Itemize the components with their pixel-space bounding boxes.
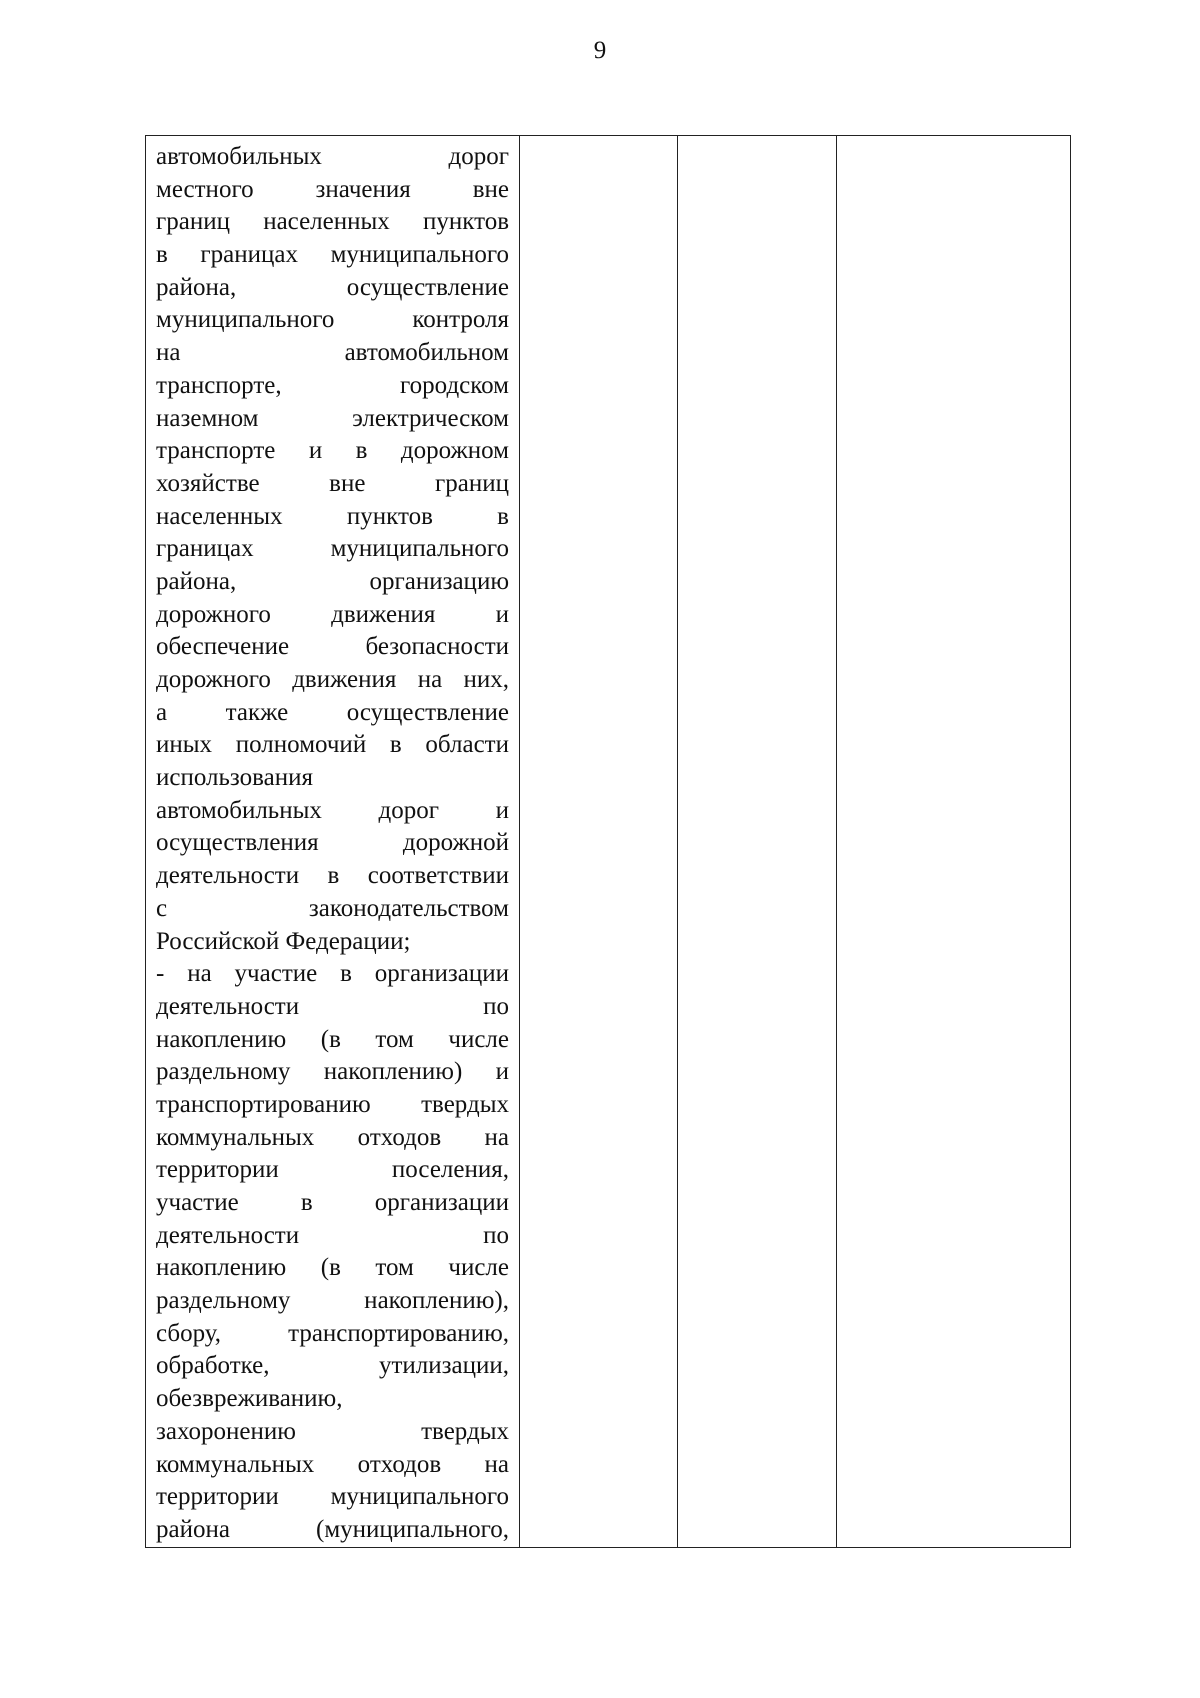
text-line: дорожного движения и [156, 600, 509, 628]
text-line: деятельности в соответствии [156, 862, 509, 890]
text-line: автомобильных дорог [156, 143, 509, 170]
text-line: обеспечение безопасности [156, 633, 509, 661]
text-line: деятельности по [156, 992, 509, 1020]
text-line: использования [156, 764, 313, 792]
text-line: коммунальных отходов на [156, 1123, 509, 1151]
text-line: иных полномочий в области [156, 731, 509, 759]
text-line: транспорте, городском [156, 371, 509, 399]
page-number: 9 [593, 37, 607, 64]
text-line: накоплению (в том числе [156, 1025, 509, 1053]
text-line: территории поселения, [156, 1156, 509, 1184]
table-cell-description [146, 136, 520, 1548]
text-line: накоплению (в том числе [156, 1254, 509, 1282]
text-line: границ населенных пунктов [156, 208, 509, 236]
text-line: транспорте и в дорожном [156, 437, 509, 465]
text-line: осуществления дорожной [156, 829, 509, 857]
text-line: захоронению твердых [156, 1417, 509, 1445]
text-line: района, осуществление [156, 273, 509, 301]
text-line: раздельному накоплению), [156, 1287, 509, 1315]
document-table [145, 135, 1071, 1548]
text-line: Российской Федерации; [156, 927, 411, 955]
text-line: раздельному накоплению) и [156, 1058, 509, 1086]
text-line: территории муниципального [156, 1483, 509, 1511]
text-line: деятельности по [156, 1221, 509, 1249]
text-line: обезвреживанию, [156, 1385, 343, 1413]
text-line: границах муниципального [156, 535, 509, 563]
text-line: транспортированию твердых [156, 1090, 509, 1118]
text-line: наземном электрическом [156, 404, 509, 432]
text-line: автомобильных дорог и [156, 796, 509, 824]
text-line: муниципального контроля [156, 306, 509, 334]
cell-text [146, 136, 519, 1547]
text-line: сбору, транспортированию, [156, 1319, 509, 1347]
table-row [146, 136, 1071, 1548]
text-line: коммунальных отходов на [156, 1450, 509, 1478]
text-line: в границах муниципального [156, 241, 509, 269]
text-line: с законодательством [156, 894, 509, 922]
table-cell-empty-4 [837, 136, 1071, 1548]
text-line: на автомобильном [156, 339, 509, 367]
table-cell-empty-2 [520, 136, 678, 1548]
text-line: местного значения вне [156, 175, 509, 203]
text-line: - на участие в организации [156, 960, 509, 988]
text-line: участие в организации [156, 1189, 509, 1216]
table-cell-empty-3 [678, 136, 837, 1548]
text-line: хозяйстве вне границ [156, 469, 509, 497]
text-line: населенных пунктов в [156, 502, 509, 530]
text-line: дорожного движения на них, [156, 666, 509, 693]
text-line: района (муниципального, [156, 1515, 509, 1543]
text-line: района, организацию [156, 567, 509, 595]
text-line: обработке, утилизации, [156, 1352, 509, 1380]
text-line: а также осуществление [156, 698, 509, 726]
